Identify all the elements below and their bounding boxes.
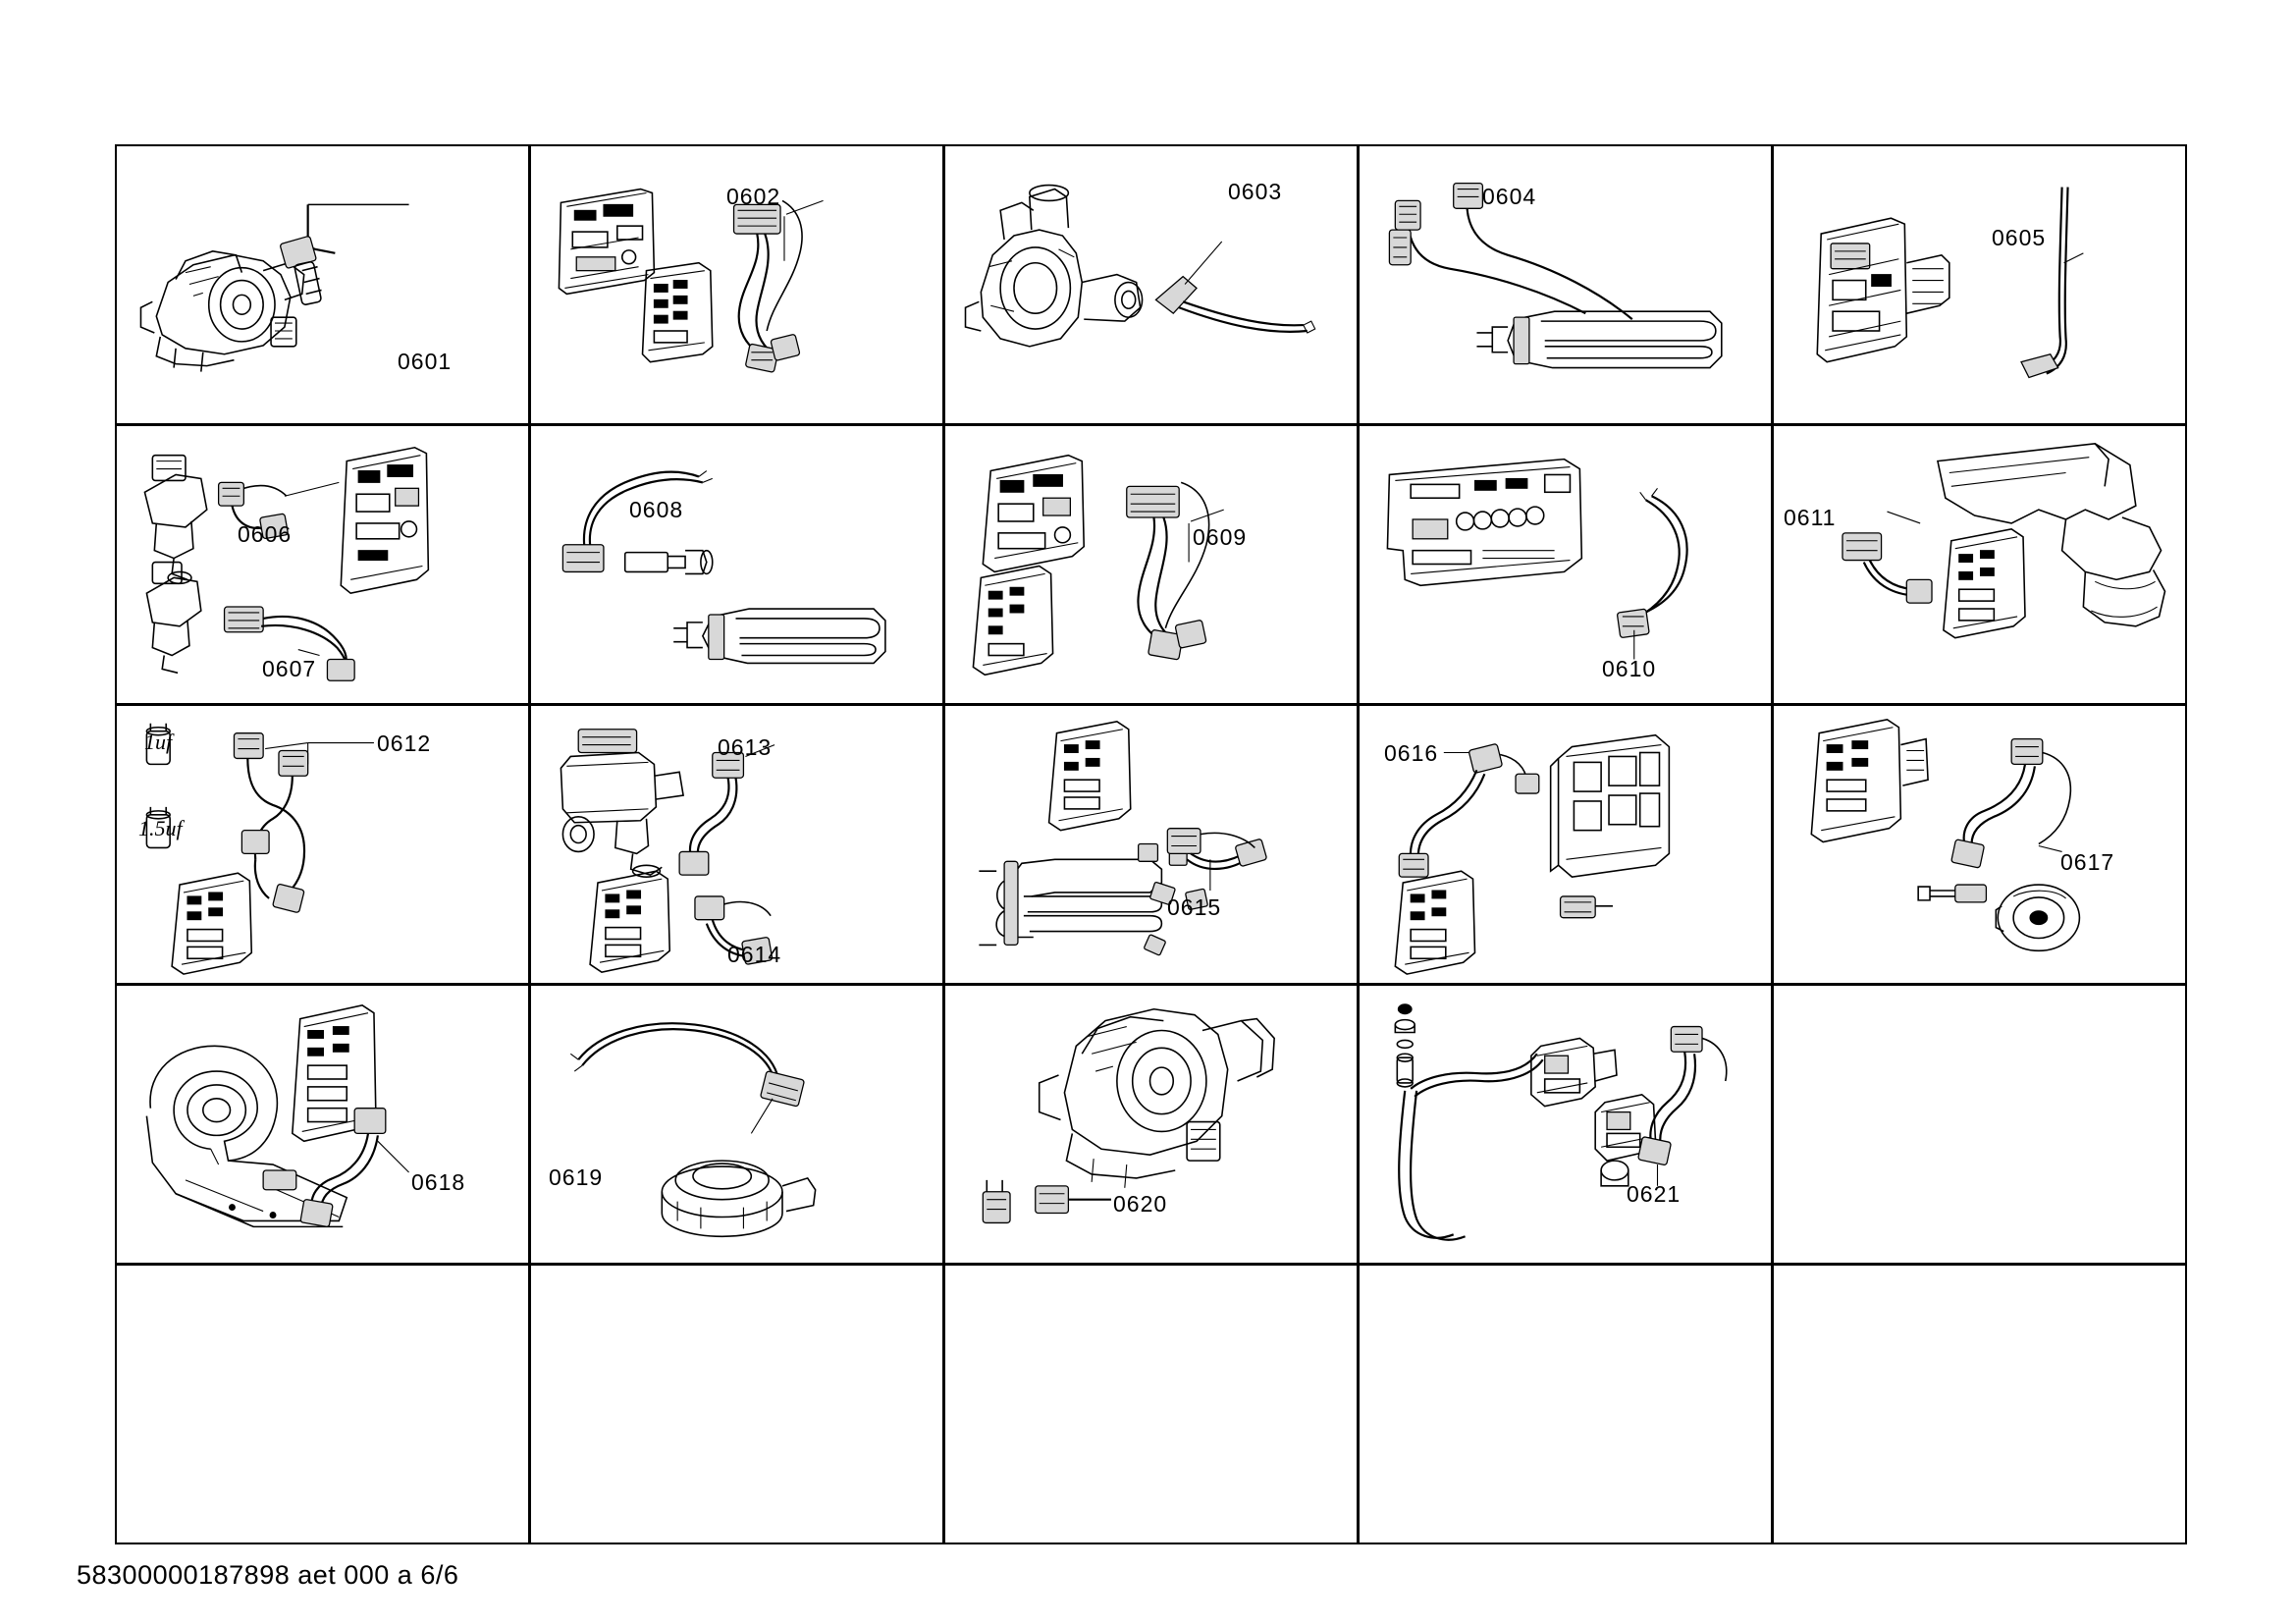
part-label-0618: 0618 — [411, 1169, 466, 1195]
part-label-0611: 0611 — [1784, 505, 1837, 530]
parts-cell-0621[interactable] — [1358, 984, 1773, 1265]
parts-cell-0608[interactable] — [529, 424, 944, 705]
part-illustration-0615 — [945, 706, 1357, 983]
part-label-0620: 0620 — [1113, 1191, 1168, 1217]
part-label-0621: 0621 — [1627, 1181, 1682, 1207]
part-label-0606: 0606 — [238, 521, 293, 547]
part-illustration-0619 — [531, 986, 942, 1263]
parts-cell-0617[interactable] — [1772, 704, 2187, 985]
part-illustration-0604 — [1360, 146, 1771, 423]
part-illustration-0617 — [1774, 706, 2185, 983]
part-illustration-0620 — [945, 986, 1357, 1263]
parts-cell-0613-0614[interactable] — [529, 704, 944, 985]
parts-cell-0612[interactable] — [115, 704, 530, 985]
parts-cell-0605[interactable] — [1772, 144, 2187, 425]
parts-cell-0603[interactable] — [943, 144, 1359, 425]
parts-cell-0620[interactable] — [943, 984, 1359, 1265]
parts-grid — [116, 145, 2189, 1544]
part-caption-1-5uf: 1.5uf — [138, 816, 183, 840]
parts-cell-empty-21[interactable] — [115, 1264, 530, 1544]
part-label-0605: 0605 — [1992, 225, 2047, 250]
parts-cell-empty-25[interactable] — [1772, 1264, 2187, 1544]
part-label-0604: 0604 — [1482, 184, 1537, 209]
parts-cell-0615[interactable] — [943, 704, 1359, 985]
part-label-0613: 0613 — [718, 734, 773, 760]
parts-cell-0619[interactable] — [529, 984, 944, 1265]
part-illustration-0618 — [117, 986, 528, 1263]
parts-cell-0609[interactable] — [943, 424, 1359, 705]
part-illustration-0612 — [117, 706, 528, 983]
parts-cell-empty-20[interactable] — [1772, 984, 2187, 1265]
parts-cell-0601[interactable] — [115, 144, 530, 425]
part-illustration-0603 — [945, 146, 1357, 423]
document-footer: 58300000187898 aet 000 a 6/6 — [77, 1560, 459, 1590]
parts-cell-0602[interactable] — [529, 144, 944, 425]
part-label-0601: 0601 — [398, 349, 453, 374]
parts-cell-empty-22[interactable] — [529, 1264, 944, 1544]
part-illustration-0608 — [531, 426, 942, 703]
part-label-0608: 0608 — [629, 497, 684, 522]
part-label-0603: 0603 — [1228, 179, 1283, 204]
part-label-0617: 0617 — [2060, 849, 2115, 875]
part-label-0609: 0609 — [1193, 524, 1248, 550]
part-illustration-0601 — [117, 146, 528, 423]
parts-cell-0610[interactable] — [1358, 424, 1773, 705]
part-illustration-0611 — [1774, 426, 2185, 703]
parts-cell-0618[interactable] — [115, 984, 530, 1265]
parts-cell-0616[interactable] — [1358, 704, 1773, 985]
part-label-0610: 0610 — [1602, 656, 1657, 681]
part-caption-1uf: 1uf — [144, 730, 173, 754]
part-label-0607: 0607 — [262, 656, 317, 681]
part-illustration-0606 — [117, 426, 528, 703]
part-label-0615: 0615 — [1167, 894, 1222, 920]
parts-cell-0611[interactable] — [1772, 424, 2187, 705]
parts-cell-empty-24[interactable] — [1358, 1264, 1773, 1544]
parts-cell-0604[interactable] — [1358, 144, 1773, 425]
part-label-0619: 0619 — [549, 1164, 604, 1190]
part-label-0612: 0612 — [377, 731, 432, 756]
parts-cell-empty-23[interactable] — [943, 1264, 1359, 1544]
part-illustration-0609 — [945, 426, 1357, 703]
part-illustration-0605 — [1774, 146, 2185, 423]
part-illustration-0621 — [1360, 986, 1771, 1263]
part-label-0602: 0602 — [726, 184, 781, 209]
parts-cell-0606-0607[interactable] — [115, 424, 530, 705]
part-illustration-0610 — [1360, 426, 1771, 703]
part-label-0614: 0614 — [727, 942, 782, 967]
part-label-0616: 0616 — [1384, 740, 1439, 766]
